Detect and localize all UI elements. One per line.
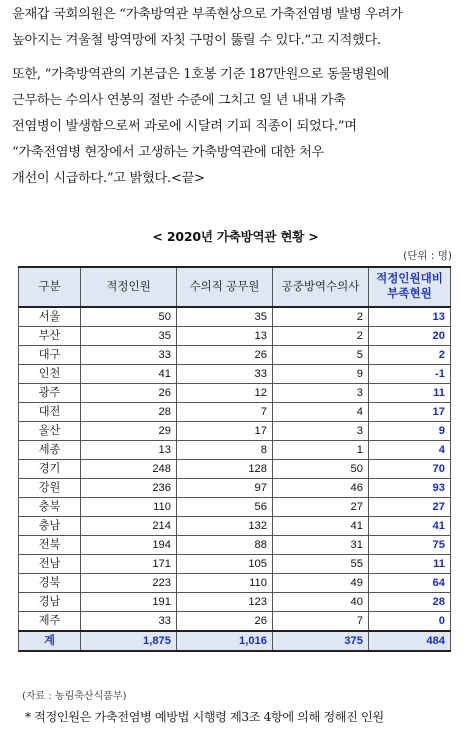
cell-public-vets: 4 — [273, 403, 369, 422]
cell-proper-staff: 191 — [81, 593, 177, 612]
cell-shortage: 484 — [369, 631, 451, 651]
paragraph-line: 윤재갑 국회의원은 “가축방역관 부족현상으로 가축전염병 발병 우려가 — [12, 7, 403, 22]
table-row — [19, 498, 451, 517]
cell-vet-officials: 8 — [177, 441, 273, 460]
cell-proper-staff: 194 — [81, 536, 177, 555]
cell-shortage: 64 — [369, 574, 451, 593]
cell-proper-staff: 13 — [81, 441, 177, 460]
table-row — [19, 612, 451, 632]
table-row — [19, 479, 451, 498]
cell-public-vets: 3 — [273, 384, 369, 403]
paragraph-line: 전염병이 발생함으로써 과로에 시달려 기피 직종이 되었다.”며 — [12, 119, 357, 134]
cell-public-vets: 7 — [273, 612, 369, 632]
cell-public-vets: 27 — [273, 498, 369, 517]
cell-shortage: 41 — [369, 517, 451, 536]
cell-shortage: 17 — [369, 403, 451, 422]
cell-region: 충북 — [19, 498, 81, 517]
cell-proper-staff: 223 — [81, 574, 177, 593]
cell-vet-officials: 56 — [177, 498, 273, 517]
cell-public-vets: 1 — [273, 441, 369, 460]
cell-proper-staff: 236 — [81, 479, 177, 498]
source-note: (자료 : 농림축산식품부) — [22, 691, 127, 702]
cell-vet-officials: 1,016 — [177, 631, 273, 651]
cell-vet-officials: 7 — [177, 403, 273, 422]
table-row — [19, 403, 451, 422]
cell-proper-staff: 28 — [81, 403, 177, 422]
cell-shortage: 75 — [369, 536, 451, 555]
cell-region: 인천 — [19, 365, 81, 384]
cell-vet-officials: 26 — [177, 346, 273, 365]
table-row — [19, 384, 451, 403]
cell-vet-officials: 35 — [177, 307, 273, 327]
cell-proper-staff: 214 — [81, 517, 177, 536]
cell-region: 대구 — [19, 346, 81, 365]
table-row — [19, 593, 451, 612]
paragraph-line: 근무하는 수의사 연봉의 절반 수준에 그치고 일 년 내내 가축 — [12, 93, 346, 108]
cell-vet-officials: 26 — [177, 612, 273, 632]
cell-public-vets: 3 — [273, 422, 369, 441]
cell-shortage: 9 — [369, 422, 451, 441]
cell-public-vets: 375 — [273, 631, 369, 651]
cell-public-vets: 31 — [273, 536, 369, 555]
table-body — [19, 307, 451, 651]
table-row — [19, 365, 451, 384]
table-row — [19, 574, 451, 593]
header-proper-staff: 적정인원 — [81, 267, 177, 307]
cell-public-vets: 49 — [273, 574, 369, 593]
cell-region: 세종 — [19, 441, 81, 460]
cell-public-vets: 46 — [273, 479, 369, 498]
cell-proper-staff: 50 — [81, 307, 177, 327]
header-region: 구분 — [19, 267, 81, 307]
cell-shortage: 93 — [369, 479, 451, 498]
cell-shortage: 0 — [369, 612, 451, 632]
cell-shortage: 11 — [369, 555, 451, 574]
header-vet-officials: 수의직 공무원 — [177, 267, 273, 307]
cell-shortage: 27 — [369, 498, 451, 517]
table-row — [19, 555, 451, 574]
cell-public-vets: 2 — [273, 307, 369, 327]
cell-vet-officials: 105 — [177, 555, 273, 574]
cell-shortage: -1 — [369, 365, 451, 384]
cell-proper-staff: 1,875 — [81, 631, 177, 651]
paragraph-line: 개선이 시급하다.”고 밝혔다.<끝> — [12, 171, 205, 186]
cell-shortage: 28 — [369, 593, 451, 612]
cell-public-vets: 2 — [273, 327, 369, 346]
header-shortage-label: 적정인원대비 부족현원 — [376, 273, 443, 300]
header-shortage — [369, 267, 451, 307]
footnote: * 적정인원은 가축전염병 예방법 시행령 제3조 4항에 의해 정해진 인원 — [25, 710, 384, 724]
cell-vet-officials: 13 — [177, 327, 273, 346]
cell-region: 경기 — [19, 460, 81, 479]
paragraph-line: 높아지는 겨울철 방역망에 자칫 구멍이 뚫릴 수 있다.”고 지적했다. — [12, 33, 381, 48]
table-row — [19, 460, 451, 479]
cell-proper-staff: 29 — [81, 422, 177, 441]
cell-region: 서울 — [19, 307, 81, 327]
cell-public-vets: 40 — [273, 593, 369, 612]
cell-public-vets: 9 — [273, 365, 369, 384]
quarantine-officer-table — [18, 266, 451, 652]
cell-shortage: 2 — [369, 346, 451, 365]
cell-proper-staff: 171 — [81, 555, 177, 574]
cell-vet-officials: 97 — [177, 479, 273, 498]
paragraph-line: “가축전염병 현장에서 고생하는 가축방역관에 대한 처우 — [12, 145, 324, 160]
cell-vet-officials: 12 — [177, 384, 273, 403]
cell-public-vets: 50 — [273, 460, 369, 479]
table-row — [19, 441, 451, 460]
table-header-row — [19, 267, 451, 307]
cell-public-vets: 41 — [273, 517, 369, 536]
cell-vet-officials: 33 — [177, 365, 273, 384]
cell-region: 제주 — [19, 612, 81, 632]
cell-public-vets: 5 — [273, 346, 369, 365]
cell-vet-officials: 110 — [177, 574, 273, 593]
cell-region: 전북 — [19, 536, 81, 555]
paragraph-line: 또한, “가축방역관의 기본급은 1호봉 기준 187만원으로 동물병원에 — [12, 67, 390, 82]
cell-region: 경북 — [19, 574, 81, 593]
table-title: < 2020년 가축방역관 현황 > — [152, 229, 319, 244]
cell-proper-staff: 33 — [81, 346, 177, 365]
cell-vet-officials: 132 — [177, 517, 273, 536]
cell-shortage: 20 — [369, 327, 451, 346]
cell-proper-staff: 35 — [81, 327, 177, 346]
paragraph-quote-1 — [12, 2, 464, 54]
table-row — [19, 422, 451, 441]
cell-shortage: 11 — [369, 384, 451, 403]
cell-region: 광주 — [19, 384, 81, 403]
cell-region: 경남 — [19, 593, 81, 612]
cell-public-vets: 55 — [273, 555, 369, 574]
table-row — [19, 517, 451, 536]
cell-region: 계 — [19, 631, 81, 651]
table-unit: (단위 : 명) — [403, 250, 452, 262]
table-row — [19, 307, 451, 327]
cell-region: 충남 — [19, 517, 81, 536]
cell-vet-officials: 88 — [177, 536, 273, 555]
cell-region: 울산 — [19, 422, 81, 441]
cell-vet-officials: 17 — [177, 422, 273, 441]
table-row — [19, 327, 451, 346]
cell-vet-officials: 128 — [177, 460, 273, 479]
cell-shortage: 70 — [369, 460, 451, 479]
cell-proper-staff: 110 — [81, 498, 177, 517]
cell-region: 전남 — [19, 555, 81, 574]
paragraph-quote-2 — [12, 62, 464, 192]
cell-proper-staff: 26 — [81, 384, 177, 403]
cell-proper-staff: 41 — [81, 365, 177, 384]
cell-shortage: 13 — [369, 307, 451, 327]
cell-shortage: 4 — [369, 441, 451, 460]
table-total-row — [19, 631, 451, 651]
cell-vet-officials: 123 — [177, 593, 273, 612]
cell-proper-staff: 33 — [81, 612, 177, 632]
cell-region: 부산 — [19, 327, 81, 346]
cell-proper-staff: 248 — [81, 460, 177, 479]
table-row — [19, 346, 451, 365]
cell-region: 대전 — [19, 403, 81, 422]
cell-region: 강원 — [19, 479, 81, 498]
table-row — [19, 536, 451, 555]
header-public-vets: 공중방역수의사 — [273, 267, 369, 307]
